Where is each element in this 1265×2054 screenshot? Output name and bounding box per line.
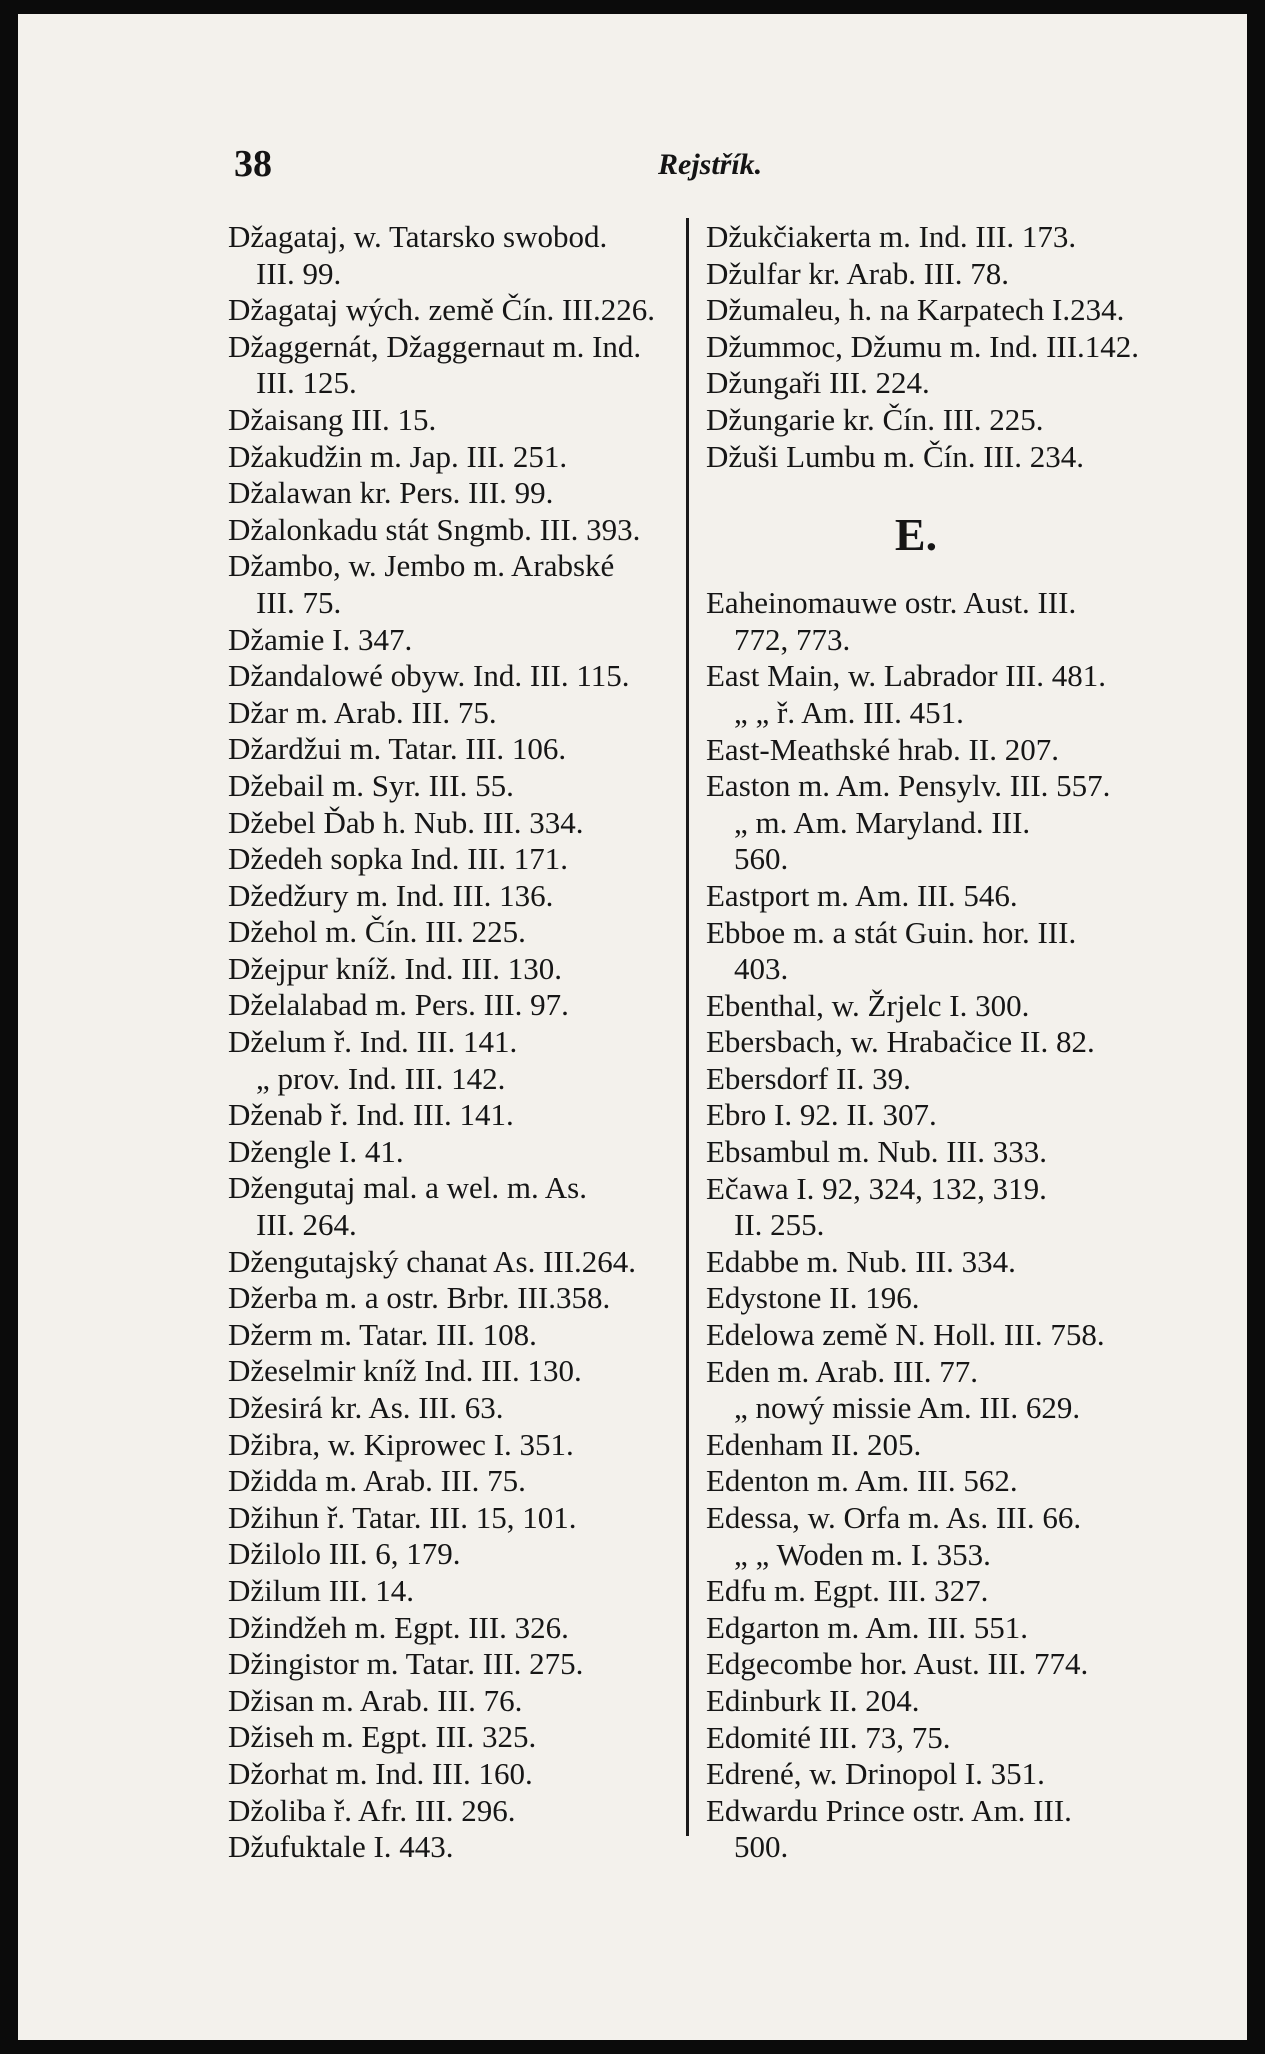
index-entry: Džagataj, w. Tatarsko swobod. (228, 219, 608, 254)
index-entry: Džejpur kníž. Ind. III. 130. (228, 950, 563, 986)
index-entry: Edomité III. 73, 75. (706, 1719, 951, 1755)
index-entry: 403. (734, 951, 789, 987)
index-entry: Džakudžin m. Jap. III. 251. (228, 438, 568, 474)
index-entry: Edystone II. 196. (706, 1280, 920, 1316)
index-entry: Džindžeh m. Egpt. III. 326. (228, 1609, 569, 1645)
index-column-right (706, 219, 1196, 1866)
index-column-left (228, 219, 693, 1866)
index-entry: Džaggernát, Džaggernaut m. Ind. (228, 328, 642, 364)
index-entries-d (706, 219, 1196, 475)
index-entry: Edgecombe hor. Aust. III. 774. (706, 1646, 1089, 1682)
index-entry: Džebel Ďab h. Nub. III. 334. (228, 804, 584, 840)
index-entry: Džedžury m. Ind. III. 136. (228, 877, 554, 913)
index-entry: Džedeh sopka Ind. III. 171. (228, 841, 569, 877)
index-entry: Džeselmir kníž Ind. III. 130. (228, 1353, 582, 1389)
index-entry: Ečawa I. 92, 324, 132, 319. (706, 1170, 1047, 1206)
index-entry: Džingistor m. Tatar. III. 275. (228, 1646, 584, 1682)
index-entry: Džuši Lumbu m. Čín. III. 234. (706, 438, 1084, 474)
index-entry: II. 255. (734, 1207, 825, 1243)
index-entry: Džisan m. Arab. III. 76. (228, 1682, 523, 1718)
index-entry: Džamie I. 347. (228, 621, 413, 657)
index-entry: Džufuktale I. 443. (228, 1829, 454, 1865)
index-entry: Džulfar kr. Arab. III. 78. (706, 255, 1010, 291)
index-entry: „ m. Am. Maryland. III. (734, 804, 1031, 840)
index-entry: Edenham II. 205. (706, 1426, 922, 1462)
index-entry: Džumaleu, h. na Karpatech I.234. (706, 292, 1125, 328)
index-entry: Džengutajský chanat As. III.264. (228, 1243, 637, 1279)
index-entry: Džar m. Arab. III. 75. (228, 694, 497, 730)
index-entry: Ebro I. 92. II. 307. (706, 1097, 937, 1133)
index-entry: Džambo, w. Jembo m. Arabské (228, 548, 615, 584)
index-entry: East-Meathské hrab. II. 207. (706, 731, 1059, 767)
index-entry: Džukčiakerta m. Ind. III. 173. (706, 219, 1077, 254)
index-entry: Džihun ř. Tatar. III. 15, 101. (228, 1499, 577, 1535)
index-entry: Ebenthal, w. Žrjelc I. 300. (706, 987, 1030, 1023)
index-entry: Ebsambul m. Nub. III. 333. (706, 1134, 1047, 1170)
index-entry: Džesirá kr. As. III. 63. (228, 1390, 504, 1425)
index-entry: Edgarton m. Am. III. 551. (706, 1609, 1029, 1645)
page-number: 38 (234, 143, 272, 185)
index-entry: Džehol m. Čín. III. 225. (228, 914, 526, 950)
index-entry: Edfu m. Egpt. III. 327. (706, 1573, 989, 1609)
index-entry: „ „ Woden m. I. 353. (734, 1536, 991, 1572)
index-entry: Džilum III. 14. (228, 1572, 414, 1608)
index-entry: 560. (734, 841, 789, 877)
index-entry: Džagataj wých. země Čín. III.226. (228, 292, 655, 328)
index-entry: Džengutaj mal. a wel. m. As. (228, 1170, 587, 1206)
index-entry: Eden m. Arab. III. 77. (706, 1353, 979, 1389)
index-entry: Džoliba ř. Afr. III. 296. (228, 1792, 516, 1828)
index-entry: Eastport m. Am. III. 546. (706, 877, 1018, 913)
index-entry: „ „ ř. Am. III. 451. (734, 694, 964, 730)
index-entry: 500. (734, 1829, 789, 1865)
index-entry: Edrené, w. Drinopol I. 351. (706, 1756, 1045, 1792)
index-entry: Edabbe m. Nub. III. 334. (706, 1243, 1016, 1279)
index-entry: Džungaři III. 224. (706, 365, 930, 401)
index-entry: Edessa, w. Orfa m. As. III. 66. (706, 1500, 1082, 1535)
index-entry: III. 264. (256, 1207, 357, 1243)
index-entry: Džerba m. a ostr. Brbr. III.358. (228, 1280, 611, 1316)
index-entry: Džungarie kr. Čín. III. 225. (706, 401, 1044, 437)
index-entry: Edinburk II. 204. (706, 1682, 920, 1718)
index-entry: III. 75. (256, 584, 342, 620)
index-entry: III. 99. (256, 255, 342, 291)
index-entry: Easton m. Am. Pensylv. III. 557. (706, 768, 1111, 804)
index-entry: Ebersbach, w. Hrabačice II. 82. (706, 1024, 1095, 1060)
index-entry: Ebersdorf II. 39. (706, 1060, 911, 1096)
index-entry: Edwardu Prince ostr. Am. III. (706, 1792, 1072, 1828)
index-entry: Eaheinomauwe ostr. Aust. III. (706, 585, 1077, 621)
index-entry: Džardžui m. Tatar. III. 106. (228, 731, 567, 767)
index-entry: Džibra, w. Kiprowec I. 351. (228, 1426, 574, 1462)
index-entries-e (706, 585, 1196, 1866)
index-entry: Dženab ř. Ind. III. 141. (228, 1097, 514, 1133)
index-entry: Dželalabad m. Pers. III. 97. (228, 987, 569, 1023)
index-entry: Dželum ř. Ind. III. 141. (228, 1024, 518, 1060)
index-entry: Džebail m. Syr. III. 55. (228, 767, 514, 803)
index-entry: East Main, w. Labrador III. 481. (706, 658, 1107, 694)
column-divider (686, 218, 689, 1836)
book-page (18, 14, 1247, 2040)
index-entry: Ebboe m. a stát Guin. hor. III. (706, 914, 1077, 950)
running-title: Rejstřík. (658, 148, 763, 181)
index-entry: Džilolo III. 6, 179. (228, 1536, 461, 1572)
index-entry: Džerm m. Tatar. III. 108. (228, 1316, 537, 1352)
index-entry: Džengle I. 41. (228, 1133, 404, 1169)
index-entry: 772, 773. (734, 621, 851, 657)
section-letter: E. (894, 509, 938, 561)
index-entry: Džalawan kr. Pers. III. 99. (228, 475, 554, 511)
index-entry: Džidda m. Arab. III. 75. (228, 1463, 526, 1499)
index-entry: Džaisang III. 15. (228, 401, 437, 437)
index-entry: Džalonkadu stát Sngmb. III. 393. (228, 511, 641, 547)
index-entry: Džandalowé obyw. Ind. III. 115. (228, 658, 630, 694)
index-entry: Edelowa země N. Holl. III. 758. (706, 1317, 1105, 1353)
index-entry: „ prov. Ind. III. 142. (256, 1060, 506, 1096)
index-entry: Edenton m. Am. III. 562. (706, 1463, 1018, 1499)
index-entry: Džorhat m. Ind. III. 160. (228, 1755, 533, 1791)
index-entry: III. 125. (256, 365, 357, 401)
index-entry: Džummoc, Džumu m. Ind. III.142. (706, 328, 1140, 364)
index-entry: Džiseh m. Egpt. III. 325. (228, 1719, 537, 1755)
index-entry: „ nowý missie Am. III. 629. (734, 1390, 1081, 1426)
